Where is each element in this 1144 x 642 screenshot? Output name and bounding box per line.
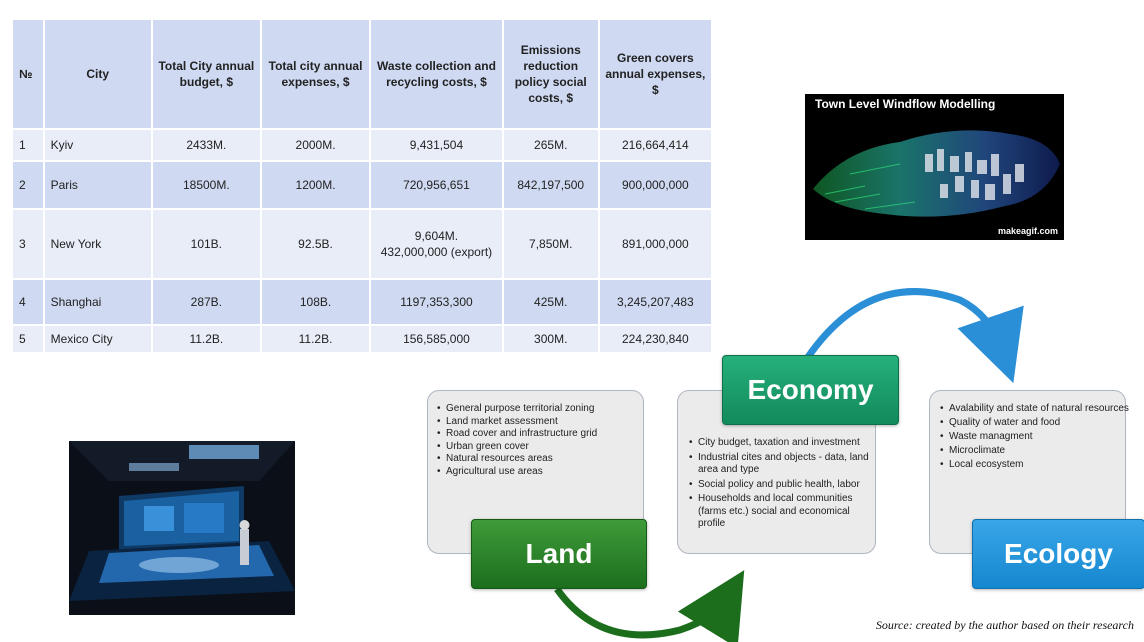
cell-budget: 2433M.	[153, 130, 260, 160]
table-row	[13, 280, 711, 324]
header-green: Green covers annual expenses, $	[600, 20, 711, 128]
list-item: • Industrial cites and objects - data, land area and type	[698, 452, 878, 477]
economy-label: Economy	[722, 355, 899, 425]
cell-waste: 156,585,000	[371, 326, 502, 352]
cell-emissions: 842,197,500	[504, 162, 598, 208]
showroom-visual	[69, 441, 295, 615]
list-item: • Waste managment	[949, 431, 1129, 444]
windflow-title: Town Level Windflow Modelling	[815, 97, 996, 111]
cell-green: 900,000,000	[600, 162, 711, 208]
cell-green: 3,245,207,483	[600, 280, 711, 324]
list-item: • Quality of water and food	[949, 417, 1129, 430]
table-header-row	[13, 20, 711, 128]
cell-city: Shanghai	[45, 280, 151, 324]
makeagif-watermark: makeagif.com	[997, 226, 1058, 236]
cell-waste: 720,956,651	[371, 162, 502, 208]
cell-budget: 18500M.	[153, 162, 260, 208]
list-item: • Avalability and state of natural resources	[949, 403, 1129, 416]
table-row	[13, 162, 711, 208]
list-item: • Social policy and public health, labor	[698, 479, 878, 492]
cell-waste: 1197,353,300	[371, 280, 502, 324]
land-label: Land	[471, 519, 647, 589]
land-list	[436, 403, 641, 478]
cell-city: New York	[45, 210, 151, 278]
list-item: • Natural resources areas	[446, 453, 641, 466]
header-waste: Waste collection and recycling costs, $	[371, 20, 502, 128]
cell-city: Paris	[45, 162, 151, 208]
cell-budget: 287B.	[153, 280, 260, 324]
economy-to-ecology-arrow	[808, 292, 1002, 357]
cell-green: 891,000,000	[600, 210, 711, 278]
cell-budget: 101B.	[153, 210, 260, 278]
land-to-economy-arrow	[557, 589, 726, 635]
cell-emissions: 265M.	[504, 130, 598, 160]
cell-city: Mexico City	[45, 326, 151, 352]
header-emissions: Emissions reduction policy social costs, $	[504, 20, 598, 128]
table-row	[13, 210, 711, 278]
table-row	[13, 326, 711, 352]
cell-expenses: 92.5B.	[262, 210, 369, 278]
cell-expenses: 11.2B.	[262, 326, 369, 352]
cell-emissions: 425M.	[504, 280, 598, 324]
cell-emissions: 7,850M.	[504, 210, 598, 278]
cell-waste	[371, 210, 502, 278]
windflow-modelling-image	[805, 94, 1064, 240]
cell-number: 2	[13, 162, 43, 208]
windflow-visual	[805, 94, 1064, 240]
cell-number: 4	[13, 280, 43, 324]
cell-number: 3	[13, 210, 43, 278]
cell-waste: 9,431,504	[371, 130, 502, 160]
list-item: • Land market assessment	[446, 416, 641, 429]
cell-green: 216,664,414	[600, 130, 711, 160]
header-number: №	[13, 20, 43, 128]
cell-city: Kyiv	[45, 130, 151, 160]
cell-budget: 11.2B.	[153, 326, 260, 352]
list-item: • Microclimate	[949, 445, 1129, 458]
header-city: City	[45, 20, 151, 128]
list-item: • Agricultural use areas	[446, 466, 641, 479]
ecology-list	[939, 403, 1129, 473]
list-item: • Road cover and infrastructure grid	[446, 428, 641, 441]
digital-twin-showroom-image	[69, 441, 295, 615]
cell-waste-main: 9,604M.	[414, 229, 459, 243]
city-budget-table	[11, 18, 713, 354]
list-item: • Households and local communities (farms etc.) social and economical profile	[698, 493, 878, 531]
source-caption: Source: created by the author based on their research	[875, 618, 1134, 632]
list-item: • General purpose territorial zoning	[446, 403, 641, 416]
cell-number: 1	[13, 130, 43, 160]
list-item: • City budget, taxation and investment	[698, 437, 878, 450]
cell-expenses: 1200M.	[262, 162, 369, 208]
header-expenses: Total city annual expenses, $	[262, 20, 369, 128]
list-item: • Urban green cover	[446, 441, 641, 454]
header-budget: Total City annual budget, $	[153, 20, 260, 128]
cell-expenses: 2000M.	[262, 130, 369, 160]
economy-list	[688, 437, 878, 533]
ecology-label: Ecology	[972, 519, 1144, 589]
cell-green: 224,230,840	[600, 326, 711, 352]
table-row	[13, 130, 711, 160]
cell-waste-export: 432,000,000 (export)	[380, 245, 493, 259]
cell-emissions: 300M.	[504, 326, 598, 352]
list-item: • Local ecosystem	[949, 459, 1129, 472]
cell-number: 5	[13, 326, 43, 352]
cell-expenses: 108B.	[262, 280, 369, 324]
